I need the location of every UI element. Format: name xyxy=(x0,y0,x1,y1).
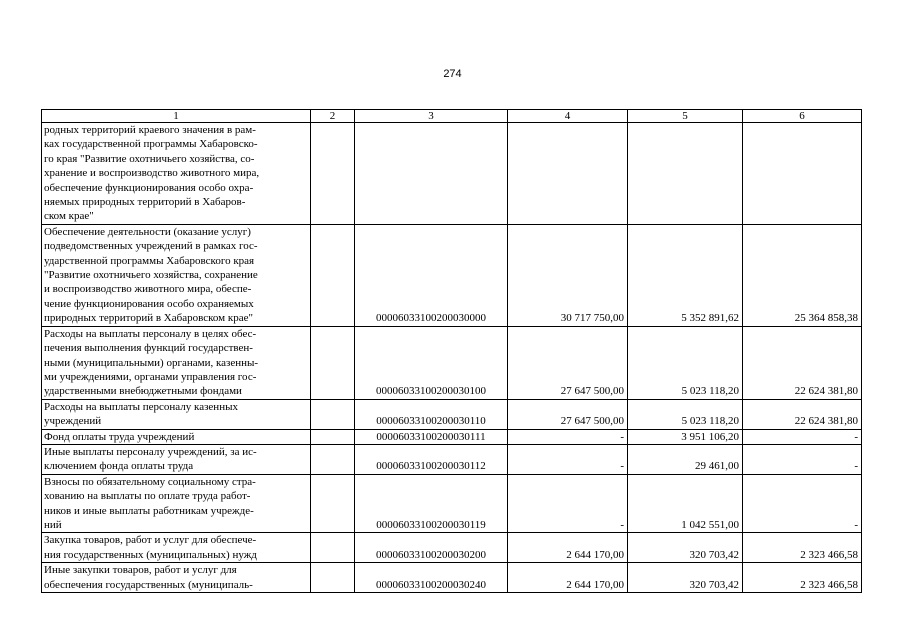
row-executed-amount: 29 461,00 xyxy=(628,444,743,474)
row-remaining-amount: 22 624 381,80 xyxy=(743,326,862,399)
description-line: ударственными внебюджетными фондами xyxy=(44,385,242,398)
row-planned-amount: 27 647 500,00 xyxy=(508,326,628,399)
row-remaining-amount: 22 624 381,80 xyxy=(743,399,862,429)
description-line: и воспроизводство животного мира, обеспе- xyxy=(44,283,252,296)
table-row xyxy=(42,399,862,429)
row-description xyxy=(42,399,311,429)
row-description xyxy=(42,533,311,563)
row-code: 00006033100200030100 xyxy=(355,326,508,399)
row-code: 00006033100200030110 xyxy=(355,399,508,429)
table-row xyxy=(42,429,862,444)
row-executed-amount: 320 703,42 xyxy=(628,563,743,593)
row-code: 00006033100200030240 xyxy=(355,563,508,593)
row-description xyxy=(42,123,311,225)
row-remaining-amount: 2 323 466,58 xyxy=(743,563,862,593)
table-row xyxy=(42,224,862,326)
row-executed-amount: 5 352 891,62 xyxy=(628,224,743,326)
description-line: природных территорий в Хабаровском крае" xyxy=(44,312,253,325)
description-line: ными (муниципальными) органами, казенны- xyxy=(44,356,259,369)
description-line: ния государственных (муниципальных) нужд xyxy=(44,548,257,561)
description-line: хованию на выплаты по оплате труда работ- xyxy=(44,490,251,503)
description-line: обеспечение функционирования особо охра- xyxy=(44,181,254,194)
budget-table xyxy=(41,109,862,593)
table-row xyxy=(42,123,862,225)
row-description xyxy=(42,474,311,533)
table-row xyxy=(42,326,862,399)
row-planned-amount: - xyxy=(508,474,628,533)
header-cell: 1 xyxy=(42,110,311,123)
description-line: учреждений xyxy=(44,415,102,428)
row-planned-amount: 30 717 750,00 xyxy=(508,224,628,326)
description-line: хранение и воспроизводство животного мира, xyxy=(44,167,260,180)
header-cell: 4 xyxy=(508,110,628,123)
description-line: Обеспечение деятельности (оказание услуг) xyxy=(44,225,251,238)
row-column-2 xyxy=(311,224,355,326)
row-code: 00006033100200030112 xyxy=(355,444,508,474)
row-remaining-amount: - xyxy=(743,474,862,533)
description-line: Закупка товаров, работ и услуг для обеспече- xyxy=(44,534,257,547)
row-column-2 xyxy=(311,123,355,225)
description-line: ми учреждениями, органами управления гос- xyxy=(44,370,257,383)
description-line: няемых природных территорий в Хабаров- xyxy=(44,196,246,209)
row-remaining-amount: 2 323 466,58 xyxy=(743,533,862,563)
table-row xyxy=(42,563,862,593)
row-description xyxy=(42,563,311,593)
row-planned-amount xyxy=(508,123,628,225)
row-code: 00006033100200030200 xyxy=(355,533,508,563)
table-row xyxy=(42,444,862,474)
row-executed-amount: 1 042 551,00 xyxy=(628,474,743,533)
row-column-2 xyxy=(311,444,355,474)
header-cell: 6 xyxy=(743,110,862,123)
description-line: обеспечения государственных (муниципаль- xyxy=(44,578,253,591)
row-remaining-amount: - xyxy=(743,429,862,444)
row-planned-amount: 2 644 170,00 xyxy=(508,563,628,593)
row-planned-amount: 27 647 500,00 xyxy=(508,399,628,429)
description-line: "Развитие охотничьего хозяйства, сохранение xyxy=(44,269,258,282)
description-line: Иные выплаты персоналу учреждений, за ис- xyxy=(44,445,257,458)
row-planned-amount: - xyxy=(508,429,628,444)
description-line: ний xyxy=(44,518,62,531)
description-line: ников и иные выплаты работникам учрежде- xyxy=(44,504,254,517)
row-code: 00006033100200030000 xyxy=(355,224,508,326)
table-row xyxy=(42,533,862,563)
description-line: Фонд оплаты труда учреждений xyxy=(44,430,195,443)
description-line: ударственной программы Хабаровского края xyxy=(44,254,255,267)
page-number: 274 xyxy=(443,68,462,80)
description-line: ключением фонда оплаты труда xyxy=(44,460,194,473)
table-row xyxy=(42,474,862,533)
description-line: ском крае" xyxy=(44,210,94,223)
row-code: 00006033100200030111 xyxy=(355,429,508,444)
header-cell: 5 xyxy=(628,110,743,123)
row-remaining-amount: - xyxy=(743,444,862,474)
row-description xyxy=(42,326,311,399)
row-column-2 xyxy=(311,533,355,563)
row-executed-amount: 5 023 118,20 xyxy=(628,326,743,399)
description-line: Расходы на выплаты персоналу в целях обес- xyxy=(44,327,257,340)
row-code xyxy=(355,123,508,225)
description-line: Взносы по обязательному социальному стра- xyxy=(44,475,256,488)
header-row xyxy=(42,110,862,123)
description-line: го края "Развитие охотничьего хозяйства, со- xyxy=(44,152,255,165)
description-line: подведомственных учреждений в рамках гос- xyxy=(44,240,258,253)
description-line: ках государственной программы Хабаровско- xyxy=(44,138,258,151)
row-remaining-amount xyxy=(743,123,862,225)
row-executed-amount: 3 951 106,20 xyxy=(628,429,743,444)
row-executed-amount: 320 703,42 xyxy=(628,533,743,563)
description-line: Иные закупки товаров, работ и услуг для xyxy=(44,564,237,577)
row-column-2 xyxy=(311,399,355,429)
row-description xyxy=(42,444,311,474)
row-planned-amount: - xyxy=(508,444,628,474)
row-remaining-amount: 25 364 858,38 xyxy=(743,224,862,326)
row-description xyxy=(42,224,311,326)
description-line: родных территорий краевого значения в рам- xyxy=(44,124,256,136)
row-executed-amount xyxy=(628,123,743,225)
row-description xyxy=(42,429,311,444)
row-column-2 xyxy=(311,429,355,444)
header-cell: 2 xyxy=(311,110,355,123)
description-line: печения выполнения функций государствен- xyxy=(44,342,253,355)
description-line: чение функционирования особо охраняемых xyxy=(44,297,254,310)
header-cell: 3 xyxy=(355,110,508,123)
row-column-2 xyxy=(311,474,355,533)
row-code: 00006033100200030119 xyxy=(355,474,508,533)
row-column-2 xyxy=(311,563,355,593)
row-column-2 xyxy=(311,326,355,399)
row-planned-amount: 2 644 170,00 xyxy=(508,533,628,563)
row-executed-amount: 5 023 118,20 xyxy=(628,399,743,429)
description-line: Расходы на выплаты персоналу казенных xyxy=(44,400,238,413)
